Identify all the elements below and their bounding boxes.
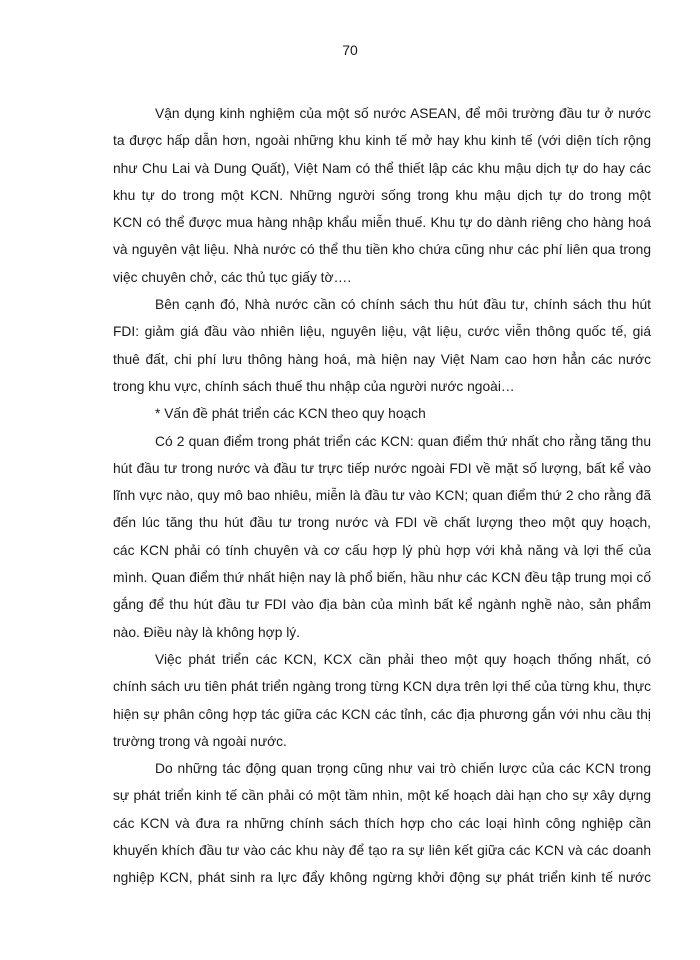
paragraph (113, 755, 651, 891)
text-line: mình. Quan điểm thứ nhất hiện nay là phổ biến, hầu như các KCN đều tập trung mọi cố (113, 570, 651, 586)
paragraph (113, 100, 651, 291)
text-line: thuê đất, chi phí lưu thông hàng hoá, mà hiện nay Việt Nam cao hơn hẳn các nước (113, 351, 651, 367)
text-line: khuyến khích đầu tư vào các khu này để tạo ra sự liên kết giữa các KCN và các doanh (113, 843, 651, 859)
text-line: và nguyên vật liệu. Nhà nước có thể thu tiền kho chứa cũng như các phí liên qua trong (113, 242, 651, 258)
paragraph (113, 291, 651, 400)
text-line: đến lúc tăng thu hút đầu tư trong nước và FDI về chất lượng theo một quy hoạch, (113, 515, 651, 531)
text-line: hiện sự phân công hợp tác giữa các KCN các tỉnh, các địa phương gắn với nhu cầu thị (113, 706, 651, 722)
text-line: các KCN và đưa ra những chính sách thích hợp cho các loại hình công nghiệp cần (113, 815, 651, 831)
text-line: nghiệp KCN, phát sinh ra lực đẩy không ngừng khởi động sự phát triển kinh tế nước (113, 870, 651, 886)
text-line: các KCN phải có tính chuyên và cơ cấu hợp lý phù hợp với khả năng và lợi thế của (113, 542, 651, 558)
body-text (113, 100, 651, 892)
text-line: trong khu vực, chính sách thuế thu nhập của người nước ngoài… (113, 378, 515, 394)
text-line: lĩnh vực nào, quy mô bao nhiêu, miễn là đầu tư vào KCN; quan điểm thứ 2 cho rằng đã (113, 488, 651, 504)
paragraph (113, 428, 651, 646)
text-line: Bên cạnh đó, Nhà nước cần có chính sách thu hút đầu tư, chính sách thu hút (155, 297, 651, 313)
text-line: sự phát triển kinh tế cần phải có một tầm nhìn, một kế hoạch dài hạn cho sự xây dựng (113, 788, 651, 804)
page-number: 70 (342, 42, 358, 58)
text-line: FDI: giảm giá đầu vào nhiên liệu, nguyên liệu, vật liệu, cước viễn thông quốc tế, giá (113, 324, 651, 340)
text-line: trường trong và ngoài nước. (113, 733, 287, 749)
text-line: Do những tác động quan trọng cũng như vai trò chiến lược của các KCN trong (155, 761, 651, 777)
section-heading: * Vấn đề phát triển các KCN theo quy hoạch (155, 406, 426, 422)
text-line: gắng để thu hút đầu tư FDI vào địa bàn của mình bất kể ngành nghề nào, sản phẩm (113, 597, 651, 613)
text-line: Có 2 quan điểm trong phát triển các KCN: quan điểm thứ nhất cho rằng tăng thu (155, 433, 651, 449)
text-line: khu tự do trong một KCN. Những người sống trong khu mậu dịch tự do trong một (113, 187, 651, 203)
paragraph (113, 646, 651, 755)
text-line: Vận dụng kinh nghiệm của một số nước ASEAN, để môi trường đầu tư ở nước (155, 106, 651, 121)
text-line: ta được hấp dẫn hơn, ngoài những khu kinh tế mở hay khu kinh tế (với diện tích rộng (113, 133, 651, 149)
text-line: chính sách ưu tiên phát triển ngàng trong từng KCN dựa trên lợi thế của từng khu, thực (113, 679, 651, 695)
text-line: như Chu Lai và Dung Quất), Việt Nam có thể thiết lập các khu mậu dịch tự do hay các (113, 160, 651, 176)
text-line: Việc phát triển các KCN, KCX cần phải theo một quy hoạch thống nhất, có (155, 651, 651, 667)
text-line: việc chuyên chở, các thủ tục giấy tờ…. (113, 269, 352, 285)
text-line: nào. Điều này là không hợp lý. (113, 624, 300, 640)
text-line: hút đầu tư trong nước và đầu tư trực tiếp nước ngoài FDI về mặt số lượng, bất kể vào (113, 460, 651, 476)
text-line: KCN có thể được mua hàng nhập khẩu miễn thuế. Khu tự do dành riêng cho hàng hoá (113, 215, 651, 231)
